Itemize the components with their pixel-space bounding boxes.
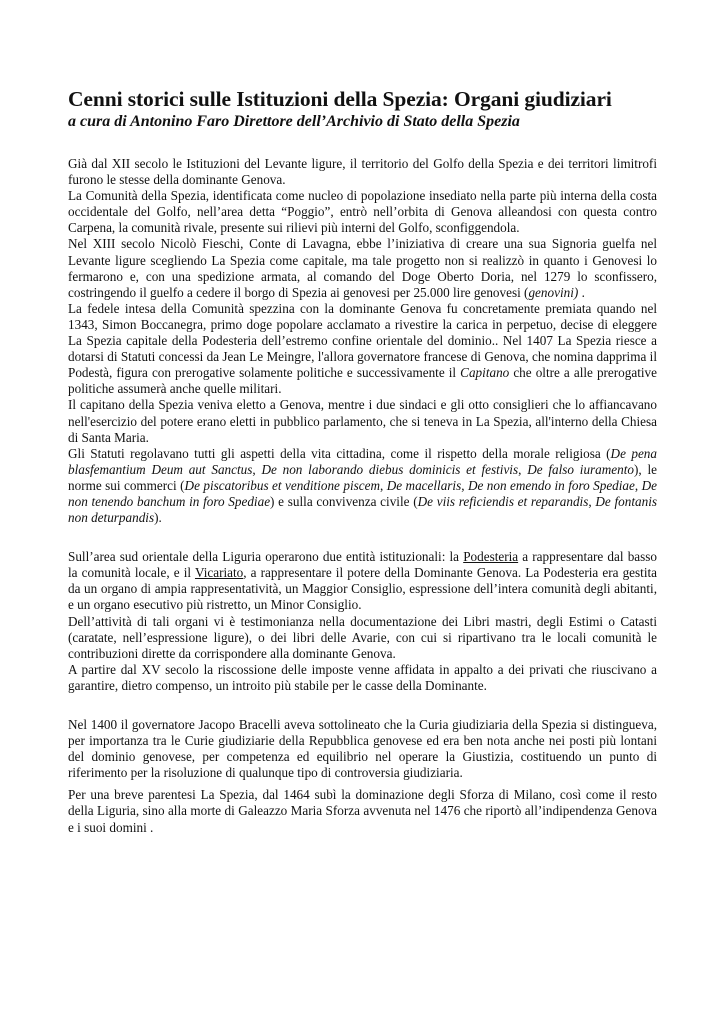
text-run: che oltre a alle prerogative politiche assumerà anche quelle militari. [68,365,657,397]
section-sforza [68,787,657,835]
text-run: . [578,284,585,300]
text-run: , [518,461,528,477]
text-run: a rappresentare dal basso la comunità locale, e il [68,549,657,581]
italic-term: genovini) [528,284,579,300]
paragraph [68,236,657,300]
paragraph: Il capitano della Spezia veniva eletto a Genova, mentre i due sindaci e gli otto consiglieri che lo affiancavano nell'esercizio del potere erano eletti in pubblico parlamento, che si teneva in La Spezia, all'interno della Chiesa di Santa Maria. [68,397,657,445]
text-run: La fedele intesa della Comunità spezzina con la dominante Genova fu concretamente premiata quando nel 1343, Simon Boccanegra, primo doge popolare acclamato a rivestire la carica in perpetuo, decise di eleggere La Spezia capitale della Podesteria dell’estremo confine orientale del dominio.. Nel 1407 La Spezia riesce a dotarsi di Statuti concessi da Jean Le Meingre, l'allora governatore francese di Genova, che nomina dapprima il Podestà, figura con prerogative solamente politiche e successivamente il [68,300,657,381]
italic-term: De non emendo in foro Spediae [467,477,635,493]
italic-term: De non tenendo banchum in foro Spediae [68,477,658,509]
text-run: , [461,477,468,493]
paragraph [68,301,657,398]
podesteria-link[interactable]: Podesteria [463,549,519,565]
italic-term: De non laborando diebus dominicis et festivis [261,461,519,477]
italic-term: De falso iuramento [527,461,634,477]
page-subtitle: a cura di Antonino Faro Direttore dell’Archivio di Stato della Spezia [68,113,520,130]
text-run: ). [154,510,162,526]
paragraph: A partire dal XV secolo la riscossione delle imposte venne affidata in appalto a dei privati che riuscivano a garantire, dietro compenso, un introito più stabile per le casse della Dominante. [68,661,657,693]
paragraph [68,446,657,526]
document-page [68,86,657,836]
text-run: , [379,477,387,493]
italic-term: De fontanis non deturpandis [68,493,657,526]
paragraph [68,549,657,613]
text-run: Sull’area sud orientale della Liguria operarono due entità istituzionali: la [68,549,464,565]
paragraph: Già dal XII secolo le Istituzioni del Levante ligure, il territorio del Golfo della Spezia e dei territori limitrofi furono le stesse della dominante Genova. [68,156,657,188]
vicariato-link[interactable]: Vicariato [194,565,244,581]
text-run: , [588,493,596,509]
paragraph: La Comunità della Spezia, identificata come nucleo di popolazione insediato nella parte più interna della costa occidentale del Golfo, nell’area detta “Poggio”, entrò nell’orbita di Genova alleandosi con questa contro Carpena, la comunità rivale, presente sui rilievi più interni del Golfo, sconfiggendola. [68,188,657,236]
section-history [68,156,657,526]
italic-term: Capitano [460,365,510,381]
italic-term: De macellaris [386,477,462,493]
text-run: , [252,461,262,477]
section-judicial-court [68,717,657,781]
text-run: ), le norme sui commerci ( [68,461,657,493]
italic-term: De viis reficiendis et reparandis [417,493,589,509]
text-run: , [634,477,642,493]
italic-term: De piscatoribus et venditione piscem [184,477,380,493]
paragraph: Nel 1400 il governatore Jacopo Bracelli aveva sottolineato che la Curia giudiziaria della Spezia si distingueva, per importanza tra le Curie giudiziarie della Repubblica genovese ed era ben nota anche nei posti più lontani del dominio genovese, per competenza ed equilibrio nel operare la Giustizia, costituendo un punto di riferimento per la risoluzione di qualunque tipo di controversia giudiziaria. [68,717,657,781]
text-run: Gli Statuti regolavano tutti gli aspetti della vita cittadina, come il rispetto della morale religiosa ( [68,445,611,461]
section-institutions [68,549,657,694]
italic-term: De pena blasfemantium Deum aut Sanctus [68,445,657,477]
text-run: , a rappresentare il potere della Dominante Genova. La Podesteria era gestita da un organo di ampia rappresentatività, un Maggior Consiglio, espressione dell’intera comunità degli abitanti, e un organo esecutivo più ristretto, un Minor Consiglio. [68,565,658,613]
text-run: Nel XIII secolo Nicolò Fieschi, Conte di Lavagna, ebbe l’iniziativa di creare una sua Signoria guelfa nel Levante ligure scegliendo La Spezia come capitale, ma tale progetto non si realizzò in quanto i Genovesi lo fermarono e, con una spedizione armata, al comando del Doge Oberto Doria, nel 1279 lo sconfissero, costringendo il guelfo a cedere il borgo di Spezia ai genovesi per 25.000 lire genovesi ( [68,236,657,300]
text-run: ) e sulla convivenza civile ( [270,493,418,509]
paragraph: Per una breve parentesi La Spezia, dal 1464 subì la dominazione degli Sforza di Milano, così come il resto della Liguria, sino alla morte di Galeazzo Maria Sforza avvenuta nel 1476 che riportò all’indipendenza Genova e i suoi domini . [68,787,657,835]
page-title: Cenni storici sulle Istituzioni della Spezia: Organi giudiziari [68,87,612,111]
paragraph: Dell’attività di tali organi vi è testimonianza nella documentazione dei Libri mastri, degli Estimi o Catasti (caratate, nell’espressione ligure), o dei libri delle Avarie, con cui si ripartivano tra le locali comunità le contribuzioni dirette da corrispondere alla dominante Genova. [68,613,657,661]
